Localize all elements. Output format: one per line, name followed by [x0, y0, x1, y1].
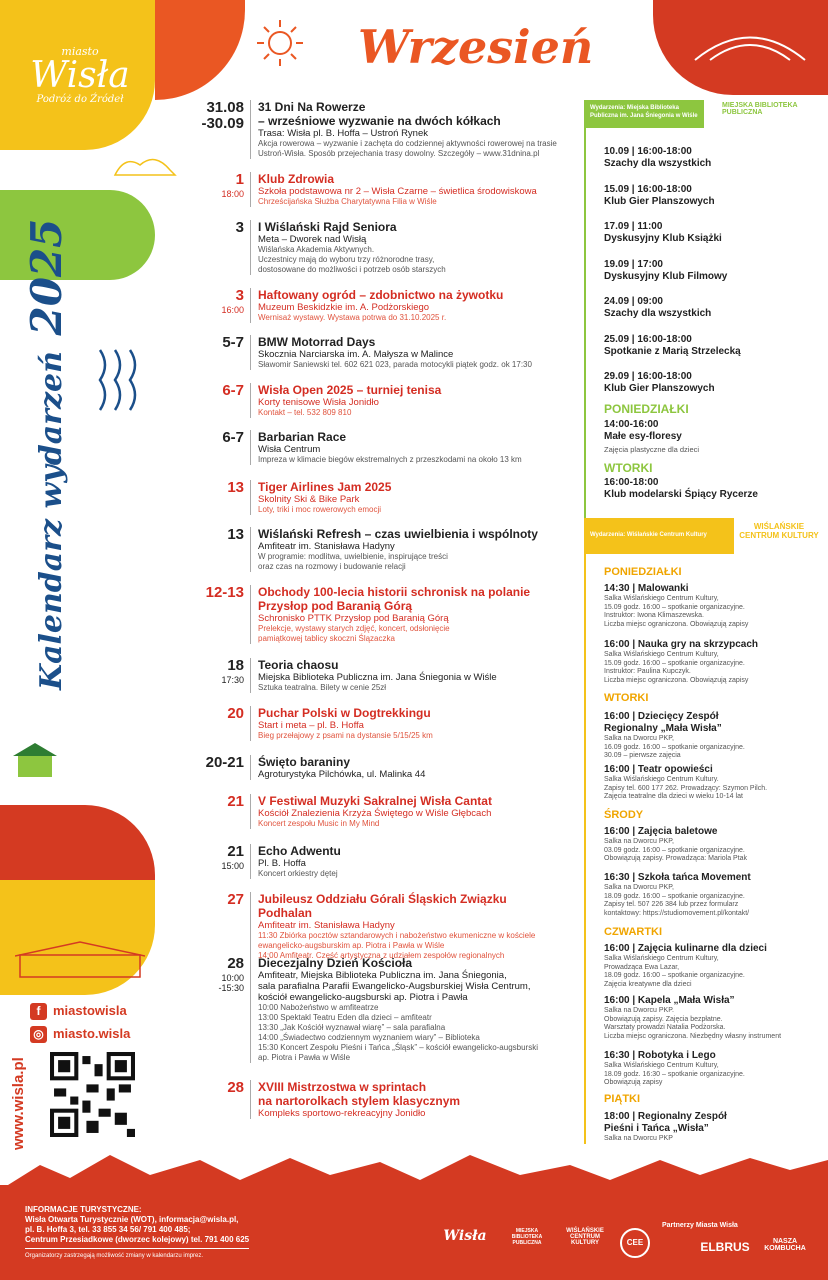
facebook-link[interactable] — [30, 1003, 127, 1020]
instagram-icon: ◎ — [30, 1026, 47, 1043]
culture-divider — [584, 554, 586, 1144]
decor-orange-corner — [155, 0, 245, 100]
culture-event — [604, 995, 824, 1041]
event-venue: Muzeum Beskidzkie im. A. Podżorskiego — [258, 302, 430, 313]
culture-event-note: Salka Wiślańskiego Centrum Kultury. Zapisy tel. 600 177 262. Prowadzący: Szymon Pilch. Zajęcia teatralne dla dzieci w wieku 10-14 lat — [604, 776, 768, 800]
event-description: W programie: modlitwa, uwielbienie, inspirujące treści oraz czas na rozmowy i budowanie relacji — [258, 552, 448, 571]
event-description: Impreza w klimacie biegów ekstremalnych z przeszkodami na około 13 km — [258, 455, 522, 464]
event-date: 21 — [227, 793, 244, 810]
culture-event — [604, 1050, 824, 1088]
event-venue: Amfiteatr im. Stanisława Hadyny — [258, 541, 395, 552]
library-event: 19.09 | 17:00 Dyskusyjny Klub Filmowy — [604, 259, 728, 282]
culture-event-title: 18:00 | Regionalny Zespół Pieśni i Tańca „Wisła” — [604, 1111, 727, 1134]
culture-day-heading: PONIEDZIAŁKI — [604, 566, 682, 578]
event-date: 20 — [227, 705, 244, 722]
event-venue: Pl. B. Hoffa — [258, 858, 306, 869]
culture-event — [604, 1111, 824, 1144]
footer-logo-wisla: Wisła — [443, 1228, 487, 1244]
culture-event-title: 16:30 | Robotyka i Lego — [604, 1050, 716, 1061]
event-description: Koncert zespołu Music in My Mind — [258, 819, 380, 828]
culture-event-note: Salka na Dworcu PKP, 18.09 godz. 16:00 – spotkanie organizacyjne. Zapisy tel. 507 226 384 lub przez formularz kontaktowy: https://studiomovement.pl/kontakt/ — [604, 884, 750, 917]
event-venue: Szkoła podstawowa nr 2 – Wisła Czarne – świetlica środowiskowa — [258, 186, 537, 197]
footer-logo-wck: WIŚLAŃSKIE CENTRUM KULTURY — [566, 1228, 604, 1246]
event-title: Diecezjalny Dzień Kościoła — [258, 956, 413, 970]
culture-day-heading: CZWARTKI — [604, 926, 663, 938]
logo-small-text: miasto — [61, 45, 99, 58]
qr-code-icon[interactable] — [50, 1052, 135, 1137]
culture-event-note: Salka Wiślańskiego Centrum Kultury, 15.09 godz. 16:00 – spotkanie organizacyjne. Instruktor: Iwona Klimaszewska. Liczba miejsc ograniczona. Obowiązują zapisy — [604, 595, 749, 628]
culture-day-heading: WTORKI — [604, 692, 649, 704]
facebook-handle: miastowisla — [53, 1003, 127, 1018]
culture-event-note: Salka na Dworcu PKP — [604, 1135, 673, 1142]
event-title: XVIII Mistrzostwa w sprintach na nartorolkach stylem klasycznym — [258, 1080, 461, 1108]
event-title: Barbarian Race — [258, 430, 347, 444]
event-venue: Kościół Znalezienia Krzyża Świętego w Wiśle Głębcach — [258, 808, 492, 819]
event-time: 15:00 — [221, 861, 244, 871]
culture-day-heading: ŚRODY — [604, 809, 644, 821]
culture-event — [604, 764, 824, 802]
footer-logo-library: MIEJSKA BIBLIOTEKA PUBLICZNA — [511, 1228, 543, 1246]
culture-event — [604, 711, 824, 761]
event-description: Akcja rowerowa – wyzwanie i zachęta do codziennej aktywności rowerowej na trasie Ustroń-Wisła. Sposób przejechania trasy dowolny. Szczegóły – www.31dnina.pl — [258, 139, 557, 158]
event-time: 10:00 -15:30 — [218, 973, 244, 993]
event-description: Wernisaż wystawy. Wystawa potrwa do 31.10.2025 r. — [258, 313, 447, 322]
event-venue: Amfiteatr, Miejska Biblioteka Publiczna im. Jana Śniegonia, sala parafialna Parafii Ewangelicko-Augsburskiej Wisła Centrum, kościół ewangelicko-augsburski ap. Piotra i Pawła — [258, 970, 531, 1003]
event-date: 1 — [235, 171, 244, 188]
culture-event-note: Salka na Dworcu PKP. Obowiązują zapisy. Zajęcia bezpłatne. Warsztaty prowadzi Natalia Podżorska. Liczba miejsc ograniczona. Niezbędny własny instrument — [604, 1007, 782, 1040]
library-event: 15.09 | 16:00-18:00 Klub Gier Planszowych — [604, 184, 715, 207]
logo-tagline: Podróż do Źródeł — [36, 94, 124, 105]
culture-event-note: Salka na Dworcu PKP, 03.09 godz. 16:00 – spotkanie organizacyjne. Obowiązują zapisy. Prowadząca: Mariola Ptak — [604, 838, 748, 862]
event-date: 28 — [227, 1079, 244, 1096]
event-venue: Schronisko PTTK Przysłop pod Baranią Górą — [258, 613, 449, 624]
event-title: I Wiślański Rajd Seniora — [258, 220, 397, 234]
event-body — [250, 100, 560, 159]
sun-icon — [255, 18, 305, 68]
library-event: 25.09 | 16:00-18:00 Spotkanie z Marią Strzelecką — [604, 334, 741, 357]
event-title: Wisła Open 2025 – turniej tenisa — [258, 383, 442, 397]
event-description: Kontakt – tel. 532 809 810 — [258, 408, 352, 417]
event-title: Jubileusz Oddziału Górali Śląskich Związku Podhalan — [258, 892, 507, 920]
event-body — [250, 480, 560, 515]
culture-event-note: Salka Wiślańskiego Centrum Kultury, 15.09 godz. 16:00 – spotkanie organizacyjne. Instruktor: Paulina Kupczyk. Liczba miejsc ograniczona. Obowiązują zapisy — [604, 651, 749, 684]
event-title: Wiślański Refresh – czas uwielbienia i wspólnoty — [258, 527, 538, 541]
event-description: Chrześcijańska Służba Charytatywna Filia w Wiśle — [258, 197, 437, 206]
event-body — [250, 1080, 560, 1119]
event-body — [250, 288, 560, 323]
event-body — [250, 794, 560, 829]
event-date: 13 — [227, 479, 244, 496]
library-event: 16:00-18:00 Klub modelarski Śpiący Rycerze — [604, 477, 758, 500]
event-body — [250, 706, 560, 741]
event-body — [250, 892, 560, 961]
month-title: Wrzesień — [358, 20, 594, 74]
event-date: 18 — [227, 657, 244, 674]
event-title: V Festiwal Muzyki Sakralnej Wisła Cantat — [258, 794, 492, 808]
vertical-title-text: Kalendarz wydarzeń — [34, 351, 69, 690]
event-body — [250, 956, 560, 1063]
event-title: Haftowany ogród – zdobnictwo na żywotku — [258, 288, 504, 302]
vertical-title — [22, 219, 71, 690]
event-date: 6-7 — [222, 382, 244, 399]
event-body — [250, 172, 560, 207]
culture-event-title: 16:00 | Nauka gry na skrzypcach — [604, 639, 758, 650]
event-title: Puchar Polski w Dogtrekkingu — [258, 706, 431, 720]
event-date: 12-13 — [205, 584, 244, 601]
culture-event-note: Salka na Dworcu PKP, 16.09 godz. 16:00 – spotkanie organizacyjne. 30.09 – pierwsze zajęcia — [604, 735, 745, 759]
event-body — [250, 383, 560, 418]
footer-logo-elbrus: ELBRUS — [700, 1240, 750, 1254]
event-venue: Meta – Dworek nad Wisłą — [258, 234, 367, 245]
culture-event-title: 14:30 | Malowanki — [604, 583, 689, 594]
event-title: BMW Motorrad Days — [258, 335, 376, 349]
event-body — [250, 527, 560, 572]
culture-event-title: 16:30 | Szkoła tańca Movement — [604, 872, 751, 883]
event-date: 27 — [227, 891, 244, 908]
stadium-icon — [690, 15, 810, 75]
library-event: 24.09 | 09:00 Szachy dla wszystkich — [604, 296, 712, 319]
event-title: Teoria chaosu — [258, 658, 339, 672]
event-time: 16:00 — [221, 305, 244, 315]
event-title: Klub Zdrowia — [258, 172, 334, 186]
library-event: 14:00-16:00 Małe esy-floresy — [604, 419, 682, 442]
event-date: 5-7 — [222, 334, 244, 351]
instagram-handle: miasto.wisla — [53, 1026, 131, 1041]
event-title: Echo Adwentu — [258, 844, 341, 858]
library-logo: MIEJSKA BIBLIOTEKA PUBLICZNA — [722, 102, 798, 116]
event-description: 10:00 Nabożeństwo w amfiteatrze 13:00 Spektakl Teatru Eden dla dzieci – amfiteatr 13:30 „Jak Kościół wyznawał wiarę” – sala parafialna 14:00 „Świadectwo codziennym wyznaniem wiary” – Biblioteka 15:30 Koncert Zespołu Pieśni i Tańca „Śląsk” – kościół ewangelicko-augsburski ap. Piotra i Pawła w Wiśle — [258, 1003, 538, 1062]
event-date: 13 — [227, 526, 244, 543]
event-venue: Trasa: Wisła pl. B. Hoffa – Ustroń Rynek — [258, 128, 429, 139]
culture-event-note: Salka Wiślańskiego Centrum Kultury, 18.09 godz. 16:30 – spotkanie organizacyjne. Obowiązują zapisy — [604, 1062, 745, 1086]
event-date: 20-21 — [205, 754, 244, 771]
culture-day-heading: PIĄTKI — [604, 1093, 641, 1105]
event-time: 18:00 — [221, 189, 244, 199]
partners-label: Partnerzy Miasta Wisła — [662, 1222, 738, 1229]
event-venue: Skocznia Narciarska im. A. Małysza w Malince — [258, 349, 454, 360]
culture-event-title: 16:00 | Zajęcia kulinarne dla dzieci — [604, 943, 767, 954]
library-event: 10.09 | 16:00-18:00 Szachy dla wszystkich — [604, 146, 712, 169]
library-heading-mondays: PONIEDZIAŁKI — [604, 402, 689, 416]
event-title: Obchody 100-lecia historii schronisk na polanie Przysłop pod Baranią Górą — [258, 585, 531, 613]
event-venue: Miejska Biblioteka Publiczna im. Jana Śniegonia w Wiśle — [258, 672, 497, 683]
library-panel — [584, 100, 828, 505]
water-waves-icon — [95, 345, 145, 425]
event-description: Bieg przełajowy z psami na dystansie 5/15/25 km — [258, 731, 433, 740]
event-time: 17:30 — [221, 675, 244, 685]
event-title: Święto baraniny — [258, 755, 351, 769]
culture-event-title: 16:00 | Teatr opowieści — [604, 764, 713, 775]
event-date: 3 — [235, 219, 244, 236]
info-line: Centrum Przesiadkowe (dworzec kolejowy) tel. 791 400 625 — [25, 1235, 250, 1244]
tourist-info — [25, 1205, 249, 1261]
footer-logo-nasza: NASZA KOMBUCHA — [764, 1238, 806, 1252]
culture-panel — [584, 518, 828, 1148]
event-body — [250, 658, 560, 693]
event-venue: Skolnity Ski & Bike Park — [258, 494, 360, 505]
info-note: Organizatorzy zastrzegają możliwość zmiany w kalendarzu imprez. — [25, 1248, 249, 1261]
culture-event-title: 16:00 | Zajęcia baletowe — [604, 826, 718, 837]
footer-logo-cee: CEE — [620, 1228, 650, 1258]
library-event-note: Zajęcia plastyczne dla dzieci — [604, 445, 700, 454]
event-venue: Kompleks sportowo-rekreacyjny Jonidło — [258, 1108, 426, 1119]
event-description: Sztuka teatralna. Bilety w cenie 25zł — [258, 683, 387, 692]
cloud-icon — [110, 150, 180, 180]
event-title: Tiger Airlines Jam 2025 — [258, 480, 392, 494]
culture-event — [604, 639, 824, 685]
culture-event-note: Salka Wiślańskiego Centrum Kultury, Prowadząca Ewa Lazar, 18.09 godz. 16:00 – spotkanie organizacyjne. Zajęcia kreatywne dla dzieci — [604, 955, 745, 988]
library-event: 29.09 | 16:00-18:00 Klub Gier Planszowych — [604, 371, 715, 394]
event-description: Wiślańska Akademia Aktywnych. Uczestnicy mają do wyboru trzy różnorodne trasy, dostosowane do możliwości i potrzeb osób starszych — [258, 245, 446, 274]
info-heading: INFORMACJE TURYSTYCZNE: — [25, 1205, 142, 1214]
event-body — [250, 335, 560, 370]
culture-event-title: 16:00 | Dziecięcy Zespół Regionalny „Mała Wisła” — [604, 711, 722, 734]
event-venue: Start i meta – pl. B. Hoffa — [258, 720, 364, 731]
event-body — [250, 585, 560, 644]
event-description: Loty, triki i moc rowerowych emocji — [258, 505, 381, 514]
event-date: 21 — [227, 843, 244, 860]
event-date: 3 — [235, 287, 244, 304]
culture-logo: WIŚLAŃSKIE CENTRUM KULTURY — [739, 522, 819, 540]
culture-event — [604, 872, 824, 918]
event-venue: Agroturystyka Pilchówka, ul. Malinka 44 — [258, 769, 426, 780]
info-line: Wisła Otwarta Turystycznie (WOT), informacja@wisla.pl, — [25, 1215, 239, 1224]
facebook-icon: f — [30, 1003, 47, 1020]
culture-event — [604, 583, 824, 629]
wisla-logo — [25, 45, 135, 105]
library-heading-tuesdays: WTORKI — [604, 461, 653, 475]
vertical-title-year: 2025 — [22, 218, 71, 336]
culture-event-title: 16:00 | Kapela „Mała Wisła” — [604, 995, 735, 1006]
event-description: Sławomir Saniewski tel. 602 621 023, parada motocykli piątek godz. ok 17:30 — [258, 360, 532, 369]
instagram-link[interactable] — [30, 1026, 130, 1043]
event-date: 28 — [227, 955, 244, 972]
chalet-icon — [15, 940, 145, 980]
event-description: 11:30 Zbiórka pocztów sztandarowych i nabożeństwo ekumeniczne w kościele ewangelicko-augsburskim ap. Piotra i Pawła w Wiśle 14:00 Amfiteatr. Część artystyczna z udziałem zespołów regionalnych — [258, 931, 536, 960]
event-body — [250, 220, 560, 275]
culture-event — [604, 826, 824, 864]
logo-big-text: Wisła — [30, 55, 130, 96]
house-icon — [10, 740, 60, 780]
library-event: 17.09 | 11:00 Dyskusyjny Klub Książki — [604, 221, 722, 244]
culture-event — [604, 943, 824, 989]
event-venue: Korty tenisowe Wisła Jonidło — [258, 397, 379, 408]
event-date: 31.08 -30.09 — [201, 99, 244, 132]
decor-red-band — [0, 805, 155, 885]
event-venue: Amfiteatr im. Stanisława Hadyny — [258, 920, 395, 931]
event-venue: Wisła Centrum — [258, 444, 321, 455]
event-body — [250, 430, 560, 465]
event-description: Prelekcje, wystawy starych zdjęć, koncert, odsłonięcie pamiątkowej tablicy skoczni Ślązaczka — [258, 624, 450, 643]
event-title: 31 Dni Na Rowerze – wrześniowe wyzwanie na dwóch kółkach — [258, 100, 501, 128]
event-description: Koncert orkiestry dętej — [258, 869, 338, 878]
event-body — [250, 844, 560, 879]
info-line: pl. B. Hoffa 3, tel. 33 855 34 56/ 791 400 485; — [25, 1225, 191, 1234]
website-link[interactable]: www.wisla.pl — [10, 1057, 27, 1150]
culture-panel-header: Wydarzenia: Wiślańskie Centrum Kultury — [584, 518, 734, 554]
event-date: 6-7 — [222, 429, 244, 446]
event-body — [250, 755, 560, 780]
library-panel-header: Wydarzenia: Miejska Biblioteka Publiczna im. Jana Śniegonia w Wiśle — [584, 100, 704, 128]
